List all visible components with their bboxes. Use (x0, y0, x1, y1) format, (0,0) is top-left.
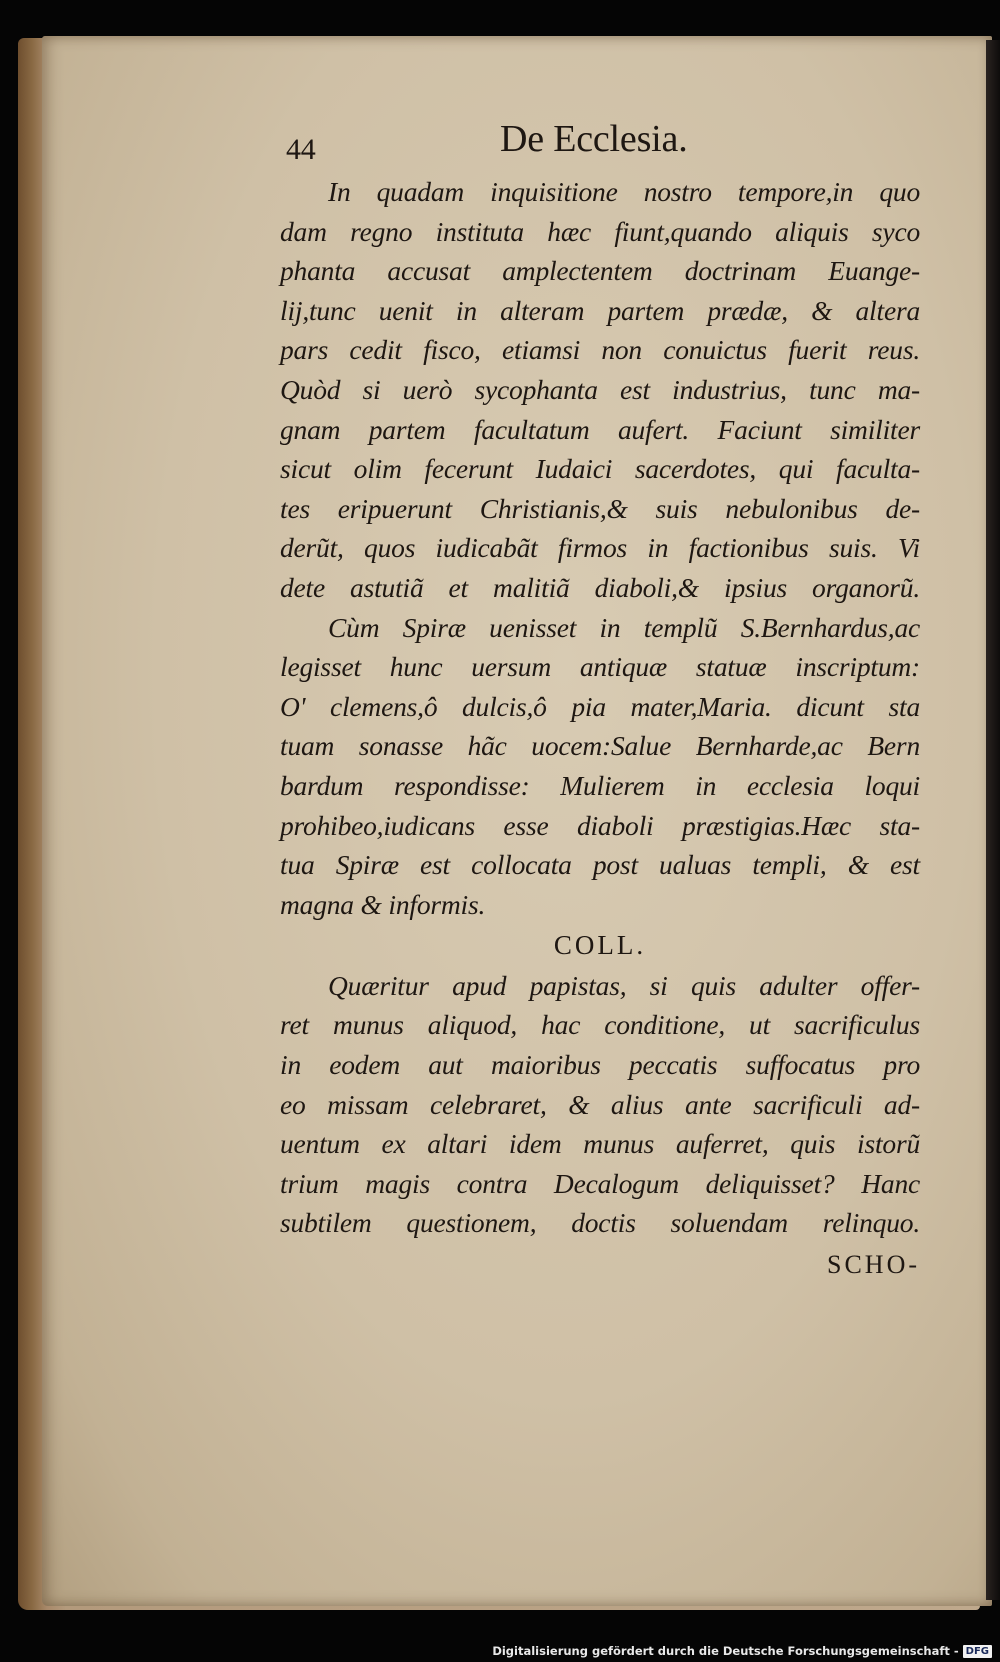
text-line: dete astutiã et malitiã diaboli,& ipsius organorũ. (280, 571, 920, 603)
paragraph-3 (280, 966, 920, 1243)
text-line: legisset hunc uersum antiquæ statuæ inscriptum: (280, 651, 920, 683)
text-line: phanta accusat amplectentem doctrinam Euange- (280, 255, 920, 287)
text-line: bardum respondisse: Mulierem in ecclesia loqui (280, 769, 920, 801)
page-number: 44 (286, 133, 316, 166)
text-line: magna & informis. (280, 888, 486, 920)
text-line: derũt, quos iudicabãt firmos in factionibus suis. Vi (280, 532, 920, 564)
text-line: pars cedit fisco, etiamsi non conuictus fuerit reus. (280, 334, 920, 366)
digitization-credit (492, 1644, 992, 1658)
text-line: subtilem questionem, doctis soluendam relinquo. (280, 1207, 920, 1239)
paragraph-1 (280, 172, 920, 608)
text-line: tes eripuerunt Christianis,& suis nebulonibus de- (280, 492, 920, 524)
text-line: O' clemens,ô dulcis,ô pia mater,Maria. dicunt sta (280, 690, 920, 722)
text-line: ret munus aliquod, hac conditione, ut sacrificulus (280, 1009, 920, 1041)
text-line: dam regno instituta hæc fiunt,quando aliquis syco (280, 215, 920, 247)
text-line: in eodem aut maioribus peccatis suffocatus pro (280, 1049, 920, 1081)
text-line: tuam sonasse hãc uocem:Salue Bernharde,ac Bern (280, 730, 920, 762)
section-heading: COLL. (553, 930, 647, 961)
text-line: prohibeo,iudicans esse diaboli præstigias.Hæc sta- (280, 809, 920, 841)
paragraph-2 (280, 608, 920, 925)
dfg-logo: DFG (963, 1645, 992, 1658)
text-line: Cùm Spiræ uenisset in templũ S.Bernhardus,ac (328, 611, 920, 643)
running-head: De Ecclesia. (500, 118, 688, 160)
text-line: Quæritur apud papistas, si quis adulter offer- (328, 969, 920, 1001)
text-line: trium magis contra Decalogum deliquisset? Hanc (280, 1167, 920, 1199)
catchword: SCHO- (826, 1250, 920, 1280)
text-line: sicut olim fecerunt Iudaici sacerdotes, qui faculta- (280, 453, 920, 485)
credit-text: Digitalisierung gefördert durch die Deutsche Forschungsgemeinschaft - (492, 1644, 959, 1658)
text-line: tua Spiræ est collocata post ualuas templi, & est (280, 849, 920, 881)
text-block (280, 120, 920, 1285)
text-line: uentum ex altari idem munus auferret, quis istorũ (280, 1128, 920, 1160)
text-line: gnam partem facultatum aufert. Faciunt similiter (280, 413, 920, 445)
page-edge-shadow (986, 40, 1000, 1600)
text-line: In quadam inquisitione nostro tempore,in quo (328, 176, 920, 207)
page-header (280, 120, 920, 172)
text-line: Quòd si uerò sycophanta est industrius, tunc ma- (280, 373, 920, 405)
text-line: eo missam celebraret, & alius ante sacrificuli ad- (280, 1088, 920, 1120)
text-line: lij,tunc uenit in alteram partem prædæ, & altera (280, 294, 920, 326)
